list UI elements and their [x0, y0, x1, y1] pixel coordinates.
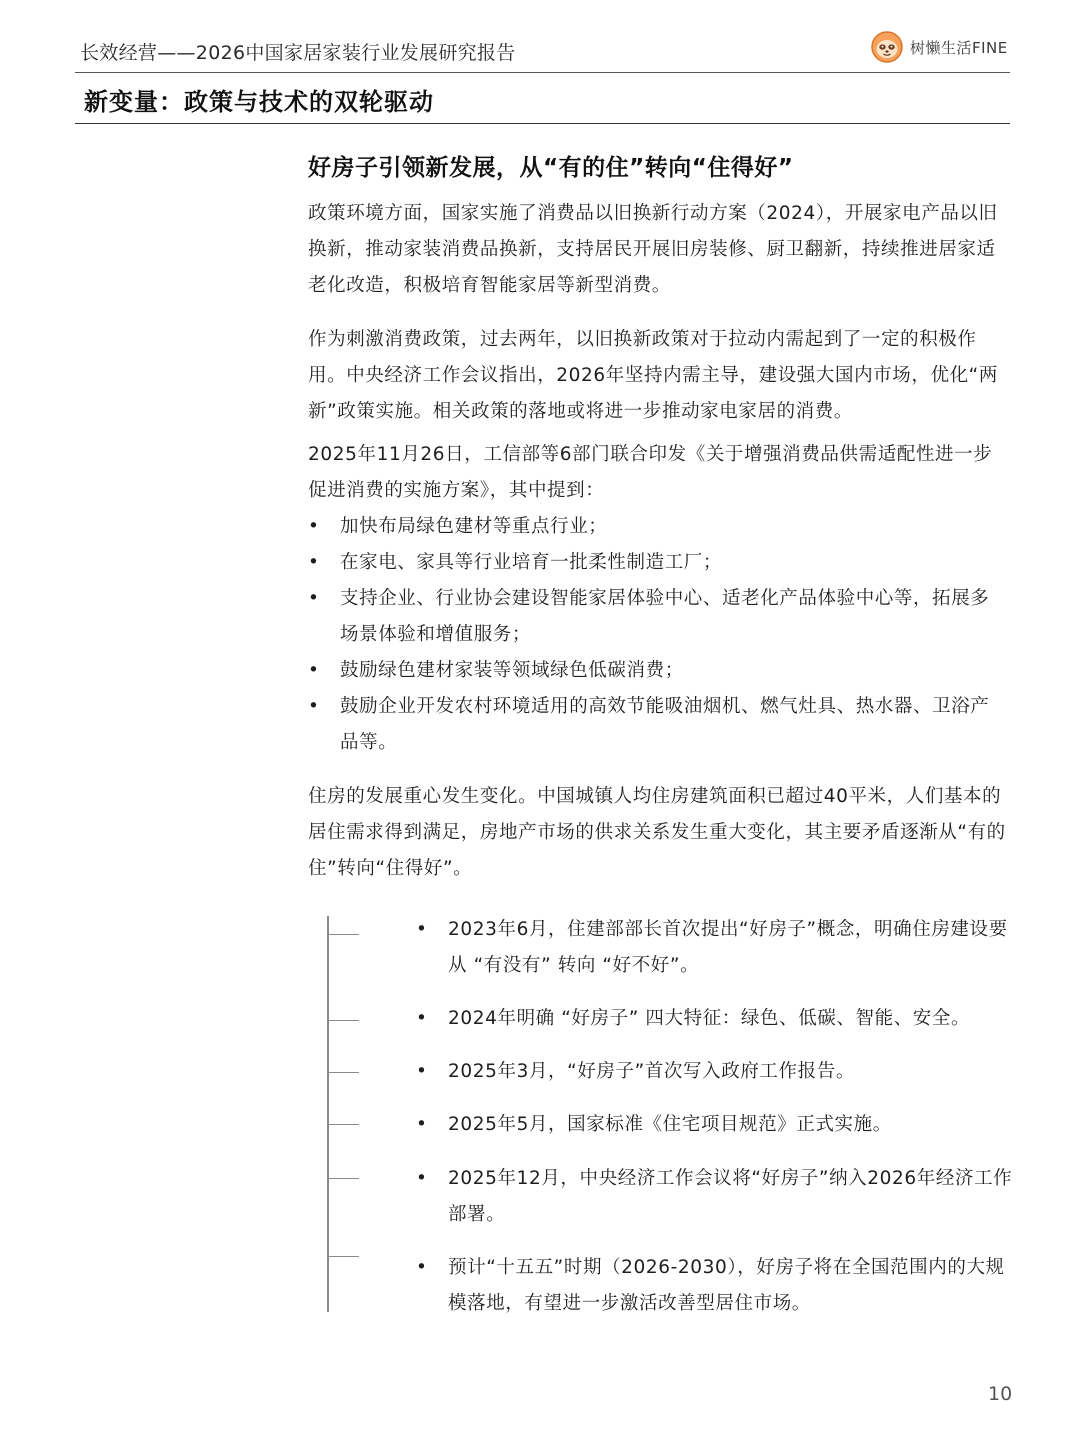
sloth-face-icon — [870, 30, 904, 64]
timeline-item-text: 2025年5月，国家标准《住宅项目规范》正式实施。 — [448, 1114, 892, 1135]
section-title: 新变量：政策与技术的双轮驱动 — [84, 88, 434, 116]
paragraph-policy-environment: 政策环境方面，国家实施了消费品以旧换新行动方案（2024），开展家电产品以旧换新，推动家装消费品换新，支持居民开展旧房装修、厨卫翻新，持续推进居家适老化改造，积极培育智能家居等新型消费。 — [308, 203, 998, 296]
bullet-icon: • — [308, 696, 320, 717]
list-item — [308, 545, 1008, 581]
timeline-item — [416, 1161, 1016, 1233]
timeline-tick — [329, 1020, 359, 1021]
measures-list — [308, 509, 1008, 761]
bullet-icon: • — [308, 552, 320, 573]
timeline-tick — [329, 934, 359, 935]
timeline-tick — [329, 1072, 359, 1073]
subheading: 好房子引领新发展，从“有的住”转向“住得好” — [308, 155, 794, 181]
timeline-item — [416, 1250, 1016, 1322]
brand-logo — [870, 30, 1008, 64]
timeline-tick — [329, 1178, 359, 1179]
timeline-tick — [329, 1124, 359, 1125]
timeline-item — [416, 1001, 1016, 1037]
main-content — [308, 148, 1008, 887]
timeline-item-text: 2024年明确 “好房子” 四大特征：绿色、低碳、智能、安全。 — [448, 1008, 971, 1029]
timeline-item — [416, 1107, 1016, 1143]
bullet-icon: • — [416, 1008, 428, 1029]
bullet-icon: • — [308, 660, 320, 681]
timeline-item-text: 2023年6月，住建部部长首次提出“好房子”概念，明确住房建设要从 “有没有” 转向 “好不好”。 — [448, 919, 1008, 976]
bullet-icon: • — [416, 1257, 428, 1278]
header-divider — [75, 72, 1010, 73]
timeline-item — [416, 1054, 1016, 1090]
bullet-icon: • — [308, 516, 320, 537]
list-item — [308, 689, 1008, 761]
timeline-item-text: 2025年3月，“好房子”首次写入政府工作报告。 — [448, 1061, 855, 1082]
list-item-text: 鼓励绿色建材家装等领域绿色低碳消费； — [340, 660, 684, 681]
brand-name: 树懒生活FINE — [910, 38, 1008, 57]
list-item — [308, 509, 1008, 545]
bullet-icon: • — [416, 1061, 428, 1082]
bullet-icon: • — [308, 588, 320, 609]
paragraph-stimulus-policy: 作为刺激消费政策，过去两年，以旧换新政策对于拉动内需起到了一定的积极作用。中央经济工作会议指出，2026年坚持内需主导，建设强大国内市场，优化“两新”政策实施。相关政策的落地或将进一步推动家电家居的消费。 — [308, 329, 998, 422]
list-item — [308, 653, 1008, 689]
list-item-text: 支持企业、行业协会建设智能家居体验中心、适老化产品体验中心等，拓展多场景体验和增值服务； — [340, 588, 990, 645]
bullet-icon: • — [416, 1114, 428, 1135]
page-number: 10 — [988, 1383, 1013, 1405]
bullet-icon: • — [416, 1168, 428, 1189]
section-divider — [75, 123, 1010, 124]
report-title: 长效经营——2026中国家居家装行业发展研究报告 — [80, 42, 516, 64]
list-item-text: 加快布局绿色建材等重点行业； — [340, 516, 608, 537]
paragraph-implementation-plan: 2025年11月26日，工信部等6部门联合印发《关于增强消费品供需适配性进一步促进消费的实施方案》，其中提到： — [308, 444, 993, 501]
timeline-tick — [329, 1256, 359, 1257]
bullet-icon: • — [416, 919, 428, 940]
list-item-text: 在家电、家具等行业培育一批柔性制造工厂； — [340, 552, 723, 573]
timeline-item — [416, 912, 1016, 984]
list-item-text: 鼓励企业开发农村环境适用的高效节能吸油烟机、燃气灶具、热水器、卫浴产品等。 — [340, 696, 990, 753]
paragraph-housing-shift: 住房的发展重心发生变化。中国城镇人均住房建筑面积已超过40平米，人们基本的居住需求得到满足，房地产市场的供求关系发生重大变化，其主要矛盾逐渐从“有的住”转向“住得好”。 — [308, 786, 1006, 879]
list-item — [308, 581, 1008, 653]
timeline-item-text: 2025年12月，中央经济工作会议将“好房子”纳入2026年经济工作部署。 — [448, 1168, 1013, 1225]
timeline-item-text: 预计“十五五”时期（2026-2030），好房子将在全国范围内的大规模落地，有望进一步激活改善型居住市场。 — [448, 1257, 1005, 1314]
timeline-line — [327, 916, 329, 1312]
